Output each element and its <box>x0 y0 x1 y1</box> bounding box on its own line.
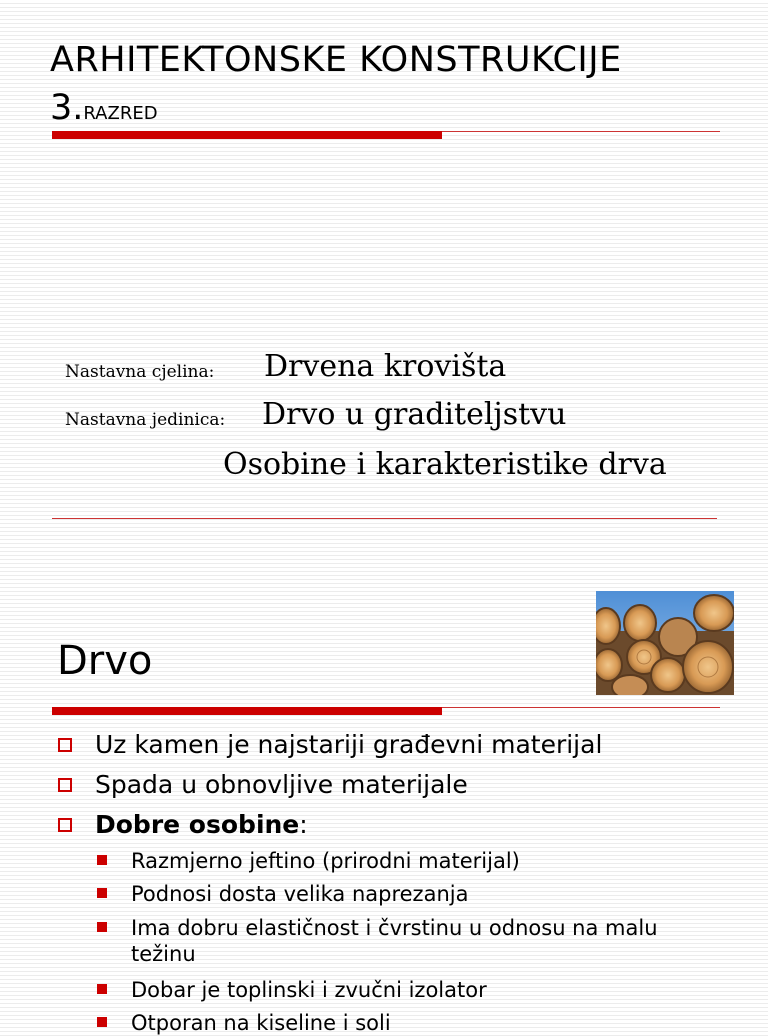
topic-label: Nastavna jedinica: <box>65 410 226 430</box>
hollow-square-bullet-icon <box>58 818 72 832</box>
topic-value: Drvo u graditeljstvu <box>262 397 567 432</box>
filled-square-bullet-icon <box>97 922 107 932</box>
section-rule <box>442 707 720 708</box>
grade-subtitle <box>50 88 158 128</box>
wood-logs-icon <box>596 591 734 695</box>
title-rule <box>442 131 720 132</box>
unit-value: Drvena krovišta <box>264 349 507 384</box>
section-title: Drvo <box>57 638 153 684</box>
filled-square-bullet-icon <box>97 855 107 865</box>
slide-title: ARHITEKTONSKE KONSTRUKCIJE <box>50 40 622 80</box>
filled-square-bullet-icon <box>97 888 107 898</box>
unit-label: Nastavna cjelina: <box>65 362 215 382</box>
topic-value-2: Osobine i karakteristike drva <box>223 447 667 482</box>
slide-divider <box>52 518 717 519</box>
grade-label: RAZRED <box>83 103 158 124</box>
grade-number: 3. <box>50 88 84 128</box>
filled-square-bullet-icon <box>97 984 107 994</box>
hollow-square-bullet-icon <box>58 778 72 792</box>
filled-square-bullet-icon <box>97 1017 107 1027</box>
hollow-square-bullet-icon <box>58 738 72 752</box>
section-accent-bar <box>52 707 442 715</box>
title-accent-bar <box>52 131 442 139</box>
wood-logs-image <box>596 591 734 695</box>
good-props-heading: Dobre osobine <box>95 810 300 839</box>
